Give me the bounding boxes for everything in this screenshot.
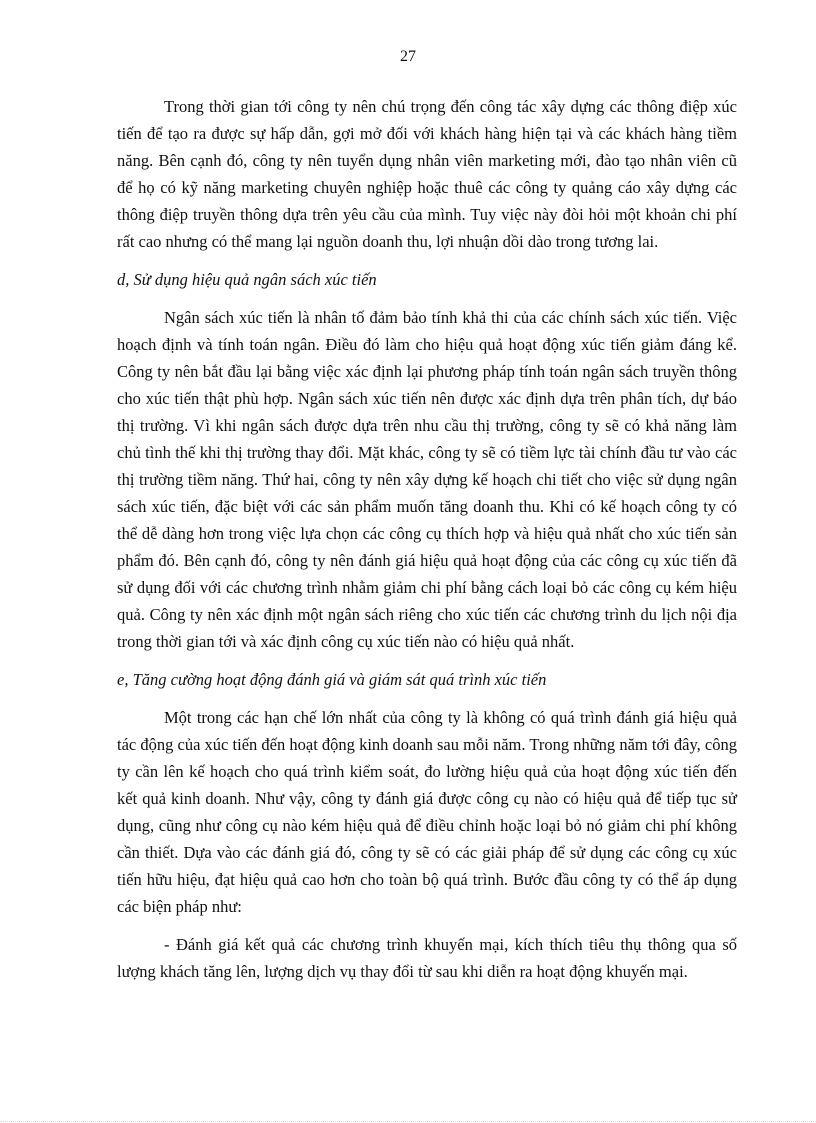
page-bottom-border xyxy=(0,1121,816,1122)
section-heading-d: d, Sử dụng hiệu quả ngân sách xúc tiến xyxy=(117,270,377,289)
section-heading-e: e, Tăng cường hoạt động đánh giá và giám sát quá trình xúc tiến xyxy=(117,670,547,689)
page-content xyxy=(117,93,737,996)
page-number: 27 xyxy=(400,48,416,65)
paragraph-promotion-messages: Trong thời gian tới công ty nên chú trọng đến công tác xây dựng các thông điệp xúc tiến để tạo ra được sự hấp dẫn, gợi mở đối với khách hàng hiện tại và các khách hàng tiềm năng. Bên cạnh đó, công ty nên tuyển dụng nhân viên marketing mới, đào tạo nhân viên cũ để họ có kỹ năng marketing chuyên nghiệp hoặc thuê các công ty quảng cáo xây dựng các thông điệp truyền thông dựa trên yêu cầu của mình. Tuy việc này đòi hỏi một khoản chi phí rất cao nhưng có thể mang lại nguồn doanh thu, lợi nhuận dồi dào trong tương lai. xyxy=(117,97,737,251)
bullet-item-promotion-results: - Đánh giá kết quả các chương trình khuyến mại, kích thích tiêu thụ thông qua số lượng khách tăng lên, lượng dịch vụ thay đổi từ sau khi diễn ra hoạt động khuyến mại. xyxy=(117,935,737,981)
paragraph-promotion-budget: Ngân sách xúc tiến là nhân tố đảm bảo tính khả thi của các chính sách xúc tiến. Việc hoạch định và tính toán ngân. Điều đó làm cho hiệu quả hoạt động xúc tiến giảm đáng kể. Công ty nên bắt đầu lại bằng việc xác định lại phương pháp tính toán ngân sách truyền thông cho xúc tiến thật phù hợp. Ngân sách xúc tiến nên được xác định dựa trên phân tích, dự báo thị trường. Vì khi ngân sách được dựa trên nhu cầu thị trường, công ty sẽ có khả năng làm chủ tình thế khi thị trường thay đổi. Mặt khác, công ty sẽ có tiềm lực tài chính đầu tư vào các thị trường tiềm năng. Thứ hai, công ty nên xây dựng kế hoạch chi tiết cho việc sử dụng ngân sách xúc tiến, đặc biệt với các sản phẩm muốn tăng doanh thu. Khi có kế hoạch công ty có thể dễ dàng hơn trong việc lựa chọn các công cụ thích hợp và hiệu quả nhất cho xúc tiến sản phẩm đó. Bên cạnh đó, công ty nên đánh giá hiệu quả hoạt động của các công cụ xúc tiến đã sử dụng đối với các chương trình nhằm giảm chi phí bằng cách loại bỏ các công cụ kém hiệu quả. Công ty nên xác định một ngân sách riêng cho xúc tiến các chương trình du lịch nội địa trong thời gian tới và xác định công cụ xúc tiến nào có hiệu quả nhất. xyxy=(117,308,737,651)
paragraph-evaluation-monitoring: Một trong các hạn chế lớn nhất của công ty là không có quá trình đánh giá hiệu quả tác động của xúc tiến đến hoạt động kinh doanh sau mỗi năm. Trong những năm tới đây, công ty cần lên kế hoạch cho quá trình kiểm soát, đo lường hiệu quả của hoạt động xúc tiến đến kết quả kinh doanh. Như vậy, công ty đánh giá được công cụ nào có hiệu quả để tiếp tục sử dụng, cũng như công cụ nào kém hiệu quả để điều chỉnh hoặc loại bỏ nó giảm chi phí không cần thiết. Dựa vào các đánh giá đó, công ty sẽ có các giải pháp để sử dụng các công cụ xúc tiến hữu hiệu, đạt hiệu quả cao hơn cho toàn bộ quá trình. Bước đầu công ty có thể áp dụng các biện pháp như: xyxy=(117,708,737,916)
